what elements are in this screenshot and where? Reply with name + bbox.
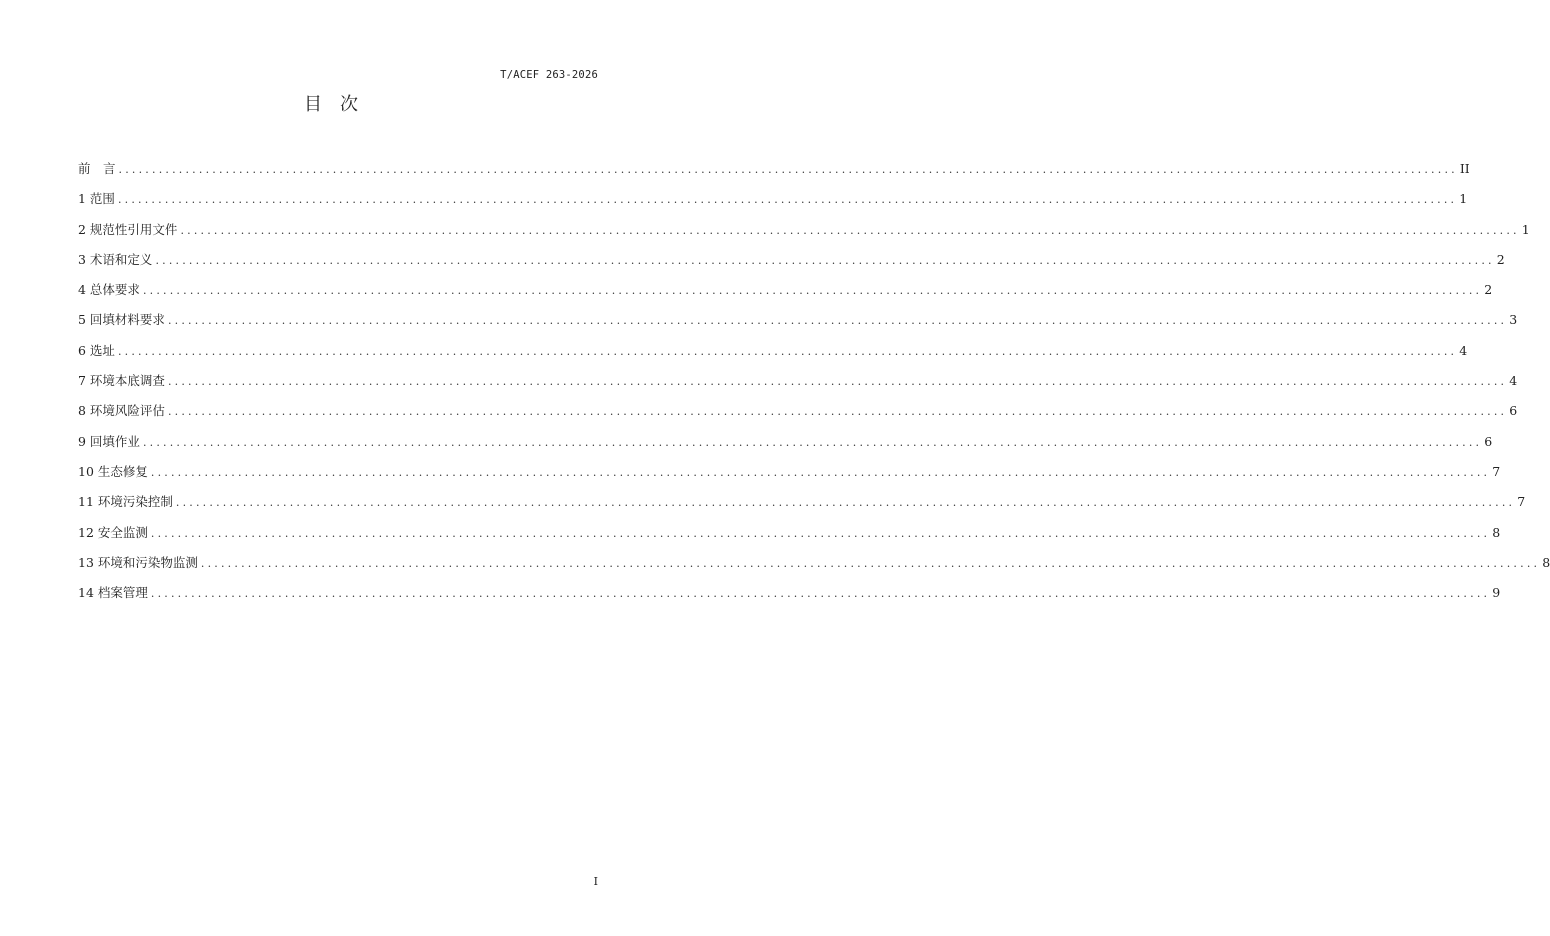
toc-entry-page: 2 [1496, 251, 1505, 267]
toc-entry[interactable] [78, 221, 1530, 251]
toc-dot-leader: ........................................................................................................................................................................................................ [150, 587, 1491, 601]
toc-entry[interactable] [78, 433, 1493, 463]
toc-entry-label: 2 规范性引用文件 [78, 221, 178, 237]
toc-entry-page: 7 [1517, 494, 1526, 510]
toc-entry-page: 7 [1492, 463, 1501, 479]
toc-entry-label: 14 档案管理 [78, 585, 148, 601]
toc-dot-leader: ........................................................................................................................................................................................................ [150, 526, 1491, 540]
toc-entry-label: 1 范围 [78, 191, 115, 207]
toc-dot-leader: ........................................................................................................................................................................................................ [118, 163, 1458, 176]
toc-entry[interactable] [78, 463, 1501, 493]
toc-entry-page: II [1459, 161, 1470, 176]
toc-entry[interactable] [78, 584, 1501, 614]
table-of-contents [78, 160, 1550, 614]
toc-entry-label: 7 环境本底调查 [78, 373, 165, 389]
toc-entry-label: 前 言 [78, 161, 116, 176]
toc-dot-leader: ........................................................................................................................................................................................................ [155, 253, 1495, 267]
toc-dot-leader: ........................................................................................................................................................................................................ [167, 314, 1508, 328]
toc-entry[interactable] [78, 493, 1526, 523]
toc-dot-leader: ........................................................................................................................................................................................................ [117, 193, 1458, 207]
toc-entry-label: 12 安全监测 [78, 524, 148, 540]
toc-entry-label: 11 环境污染控制 [78, 494, 173, 510]
toc-entry-label: 9 回填作业 [78, 433, 140, 449]
toc-entry-page: 6 [1484, 433, 1493, 449]
toc-dot-leader: ........................................................................................................................................................................................................ [142, 435, 1483, 449]
toc-entry-label: 13 环境和污染物监测 [78, 554, 198, 570]
toc-dot-leader: ........................................................................................................................................................................................................ [150, 465, 1491, 479]
toc-entry-label: 10 生态修复 [78, 463, 148, 479]
toc-entry[interactable] [78, 190, 1468, 220]
toc-dot-leader: ........................................................................................................................................................................................................ [200, 556, 1541, 570]
toc-entry-page: 1 [1459, 191, 1468, 207]
page-number: I [593, 875, 598, 888]
page-title: 目次 [304, 94, 376, 115]
toc-entry[interactable] [78, 342, 1468, 372]
toc-entry-page: 3 [1509, 312, 1518, 328]
toc-entry[interactable] [78, 524, 1501, 554]
toc-entry-page: 1 [1521, 221, 1530, 237]
toc-entry[interactable] [78, 311, 1518, 341]
toc-dot-leader: ........................................................................................................................................................................................................ [117, 344, 1458, 358]
toc-entry[interactable] [78, 160, 1470, 190]
toc-dot-leader: ........................................................................................................................................................................................................ [142, 284, 1483, 298]
toc-entry[interactable] [78, 402, 1518, 432]
toc-entry-page: 6 [1509, 403, 1518, 419]
toc-entry-label: 4 总体要求 [78, 282, 140, 298]
toc-entry-page: 9 [1492, 585, 1501, 601]
toc-entry-page: 4 [1459, 342, 1468, 358]
toc-entry-label: 6 选址 [78, 342, 115, 358]
toc-dot-leader: ........................................................................................................................................................................................................ [180, 223, 1520, 237]
toc-entry[interactable] [78, 281, 1493, 311]
toc-entry-page: 4 [1509, 373, 1518, 389]
toc-entry-page: 8 [1542, 554, 1550, 570]
document-code: T/ACEF 263-2026 [500, 69, 598, 81]
toc-dot-leader: ........................................................................................................................................................................................................ [167, 375, 1508, 389]
toc-entry-page: 8 [1492, 524, 1501, 540]
toc-entry-label: 5 回填材料要求 [78, 312, 165, 328]
toc-entry[interactable] [78, 554, 1550, 584]
toc-entry-label: 8 环境风险评估 [78, 403, 165, 419]
toc-dot-leader: ........................................................................................................................................................................................................ [167, 405, 1508, 419]
toc-entry-label: 3 术语和定义 [78, 251, 153, 267]
toc-dot-leader: ........................................................................................................................................................................................................ [175, 496, 1516, 510]
toc-entry[interactable] [78, 372, 1518, 402]
toc-entry[interactable] [78, 251, 1505, 281]
toc-entry-page: 2 [1484, 282, 1493, 298]
